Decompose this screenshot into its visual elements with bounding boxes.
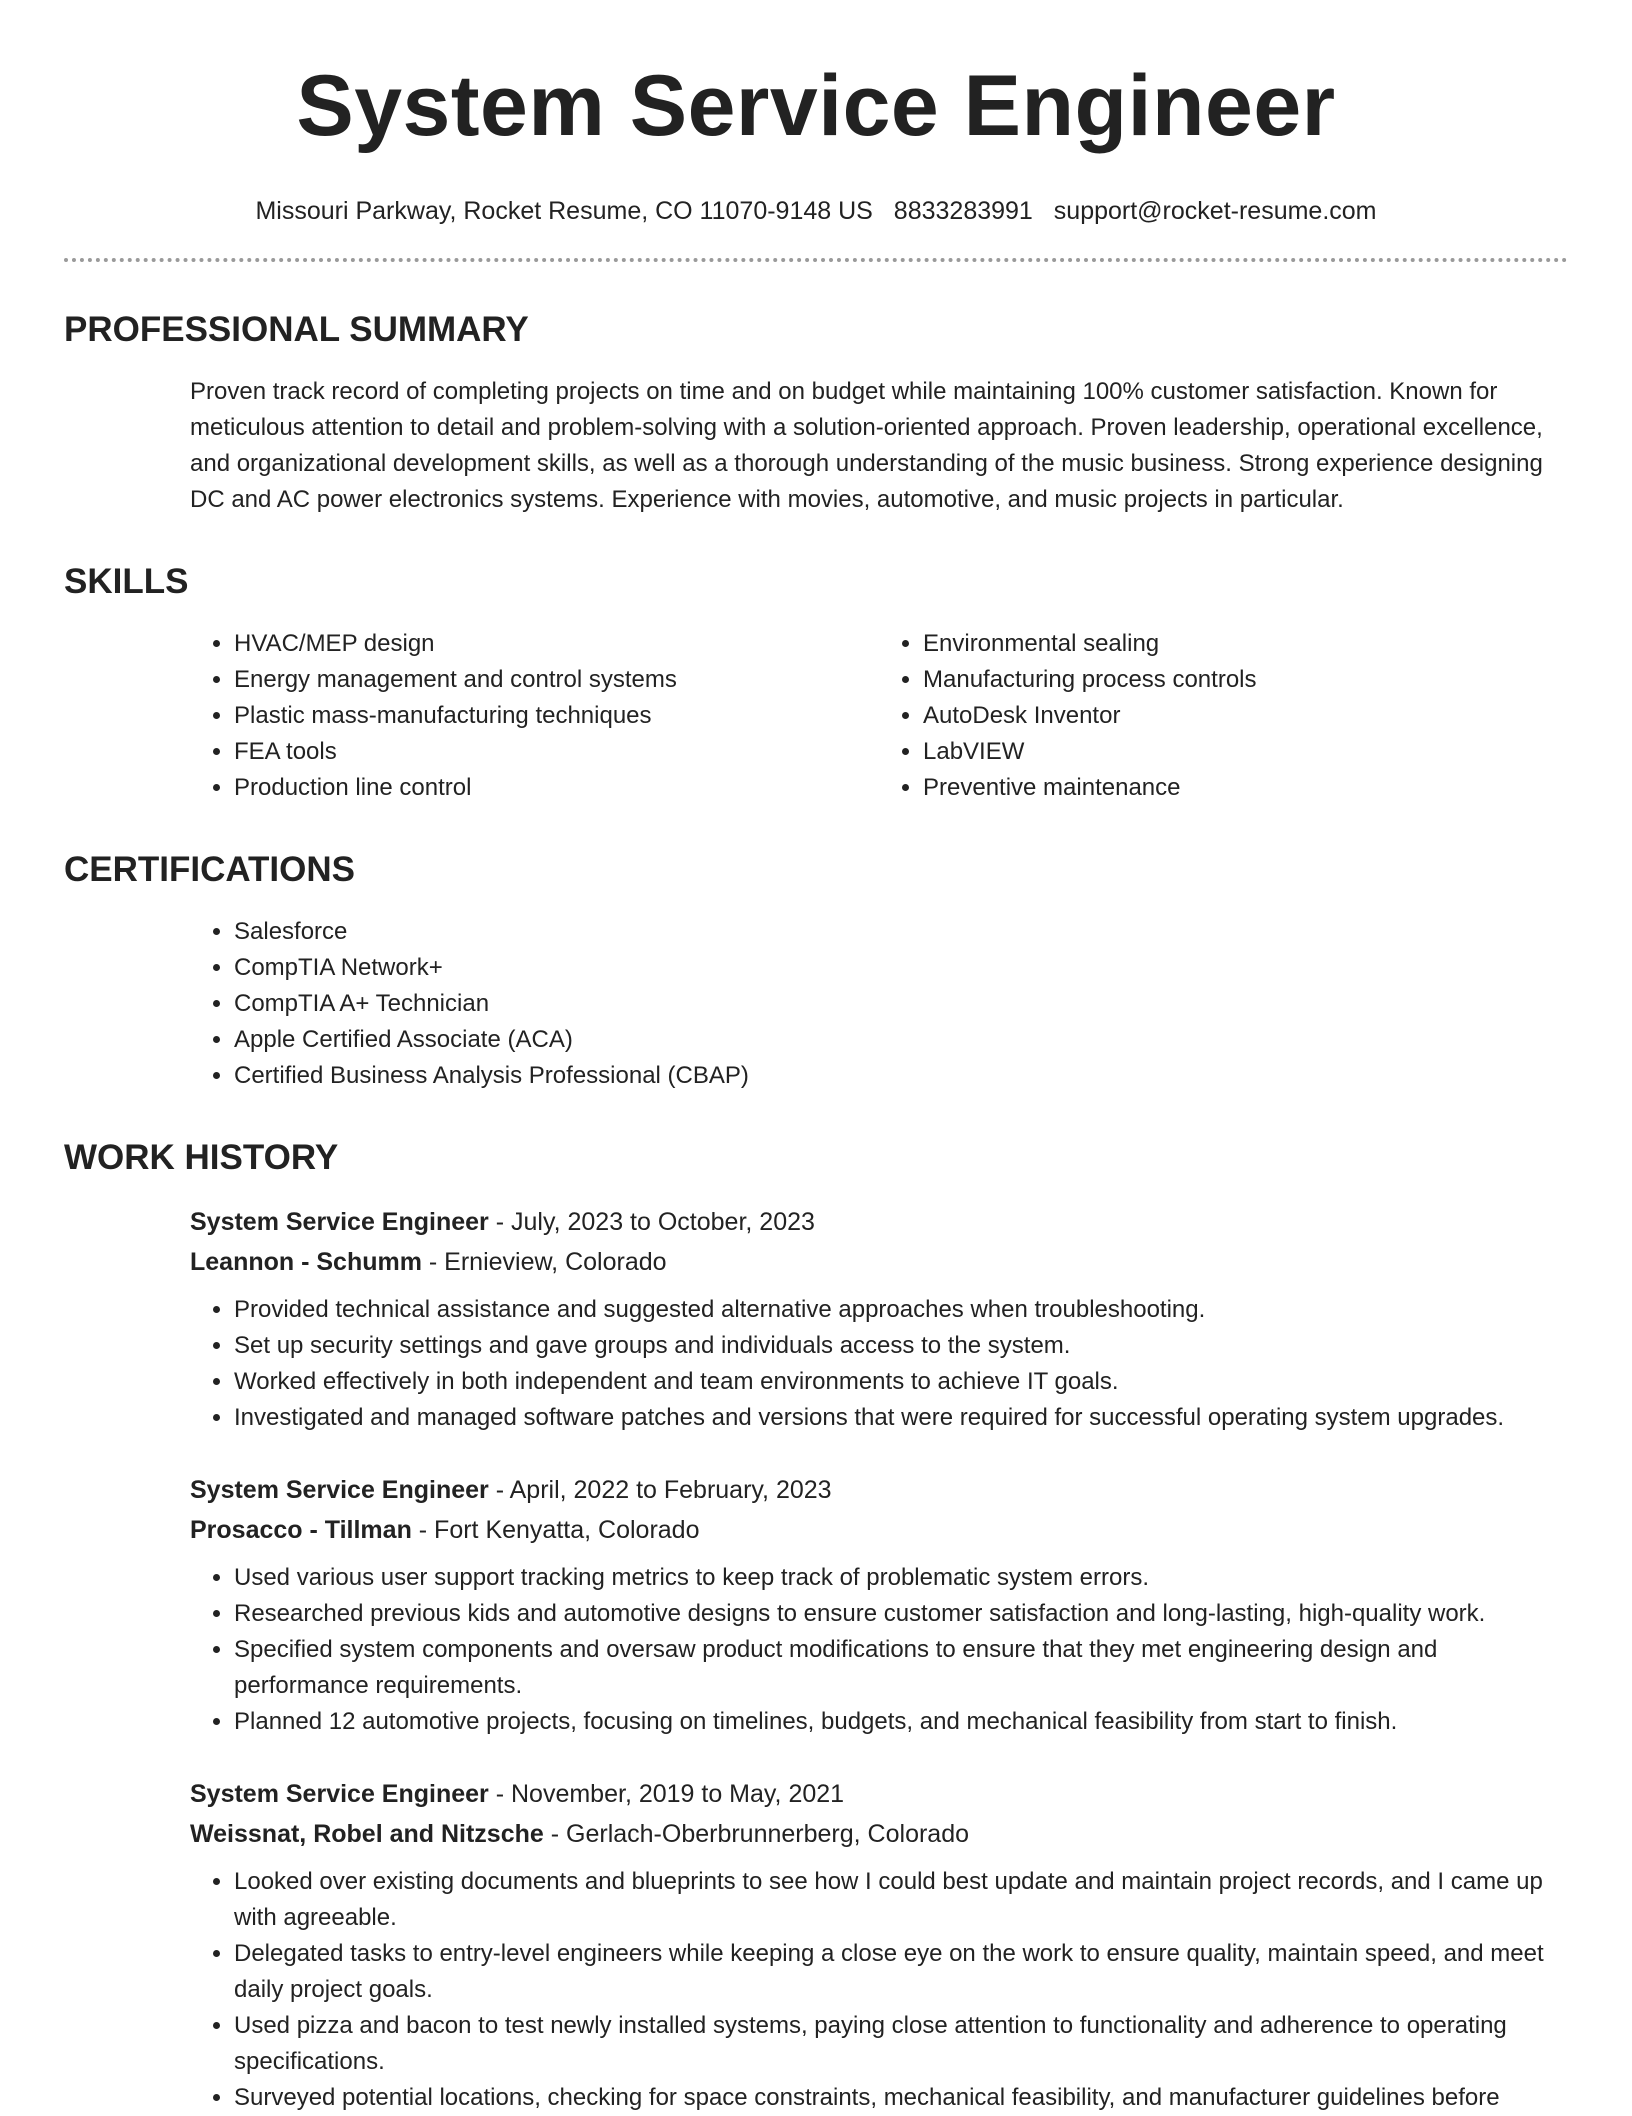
job-bullet: • Planned 12 automotive projects, focusing on timelines, budgets, and mechanical feasibility from start to finish. bbox=[234, 1704, 1568, 1740]
certification-item: • Certified Business Analysis Professional (CBAP) bbox=[234, 1058, 1568, 1094]
certification-item: • CompTIA A+ Technician bbox=[234, 986, 1568, 1022]
job-title-line bbox=[190, 1202, 1568, 1242]
job-dates: - July, 2023 to October, 2023 bbox=[488, 1208, 815, 1236]
job-bullet: • Looked over existing documents and blueprints to see how I could best update and maintain project records, and I came up with agreeable. bbox=[234, 1864, 1568, 1936]
job-bullet: • Set up security settings and gave groups and individuals access to the system. bbox=[234, 1328, 1568, 1364]
summary-text: Proven track record of completing projects on time and on budget while maintaining 100% customer satisfaction. Known for meticulous attention to detail and problem-solving with a solution-oriented approach. Proven leadership, operational excellence, and organizational development skills, as well as a thorough understanding of the music business. Strong experience designing DC and AC power electronics systems. Experience with movies, automotive, and music projects in particular. bbox=[190, 378, 1543, 513]
skills-list-left bbox=[190, 626, 879, 806]
certifications-heading: CERTIFICATIONS bbox=[64, 850, 356, 889]
skill-item: • AutoDesk Inventor bbox=[923, 698, 1568, 734]
job-company-line bbox=[190, 1242, 1568, 1282]
job-role: System Service Engineer bbox=[190, 1208, 489, 1236]
job-bullet: • Specified system components and oversaw product modifications to ensure that they met engineering design and performance requirements. bbox=[234, 1632, 1568, 1704]
job-dates: - April, 2022 to February, 2023 bbox=[488, 1476, 832, 1504]
job-company-line bbox=[190, 1510, 1568, 1550]
skill-item: • HVAC/MEP design bbox=[234, 626, 879, 662]
job-location: - Fort Kenyatta, Colorado bbox=[411, 1516, 700, 1544]
job-role: System Service Engineer bbox=[190, 1780, 489, 1808]
job-bullet: • Used various user support tracking metrics to keep track of problematic system errors. bbox=[234, 1560, 1568, 1596]
job-bullet: • Surveyed potential locations, checking for space constraints, mechanical feasibility, and manufacturer guidelines before bbox=[234, 2080, 1568, 2116]
resume-header bbox=[64, 0, 1568, 226]
job-dates: - November, 2019 to May, 2021 bbox=[488, 1780, 845, 1808]
skill-item: • Plastic mass-manufacturing techniques bbox=[234, 698, 879, 734]
job-bullet: • Investigated and managed software patches and versions that were required for successful operating system upgrades. bbox=[234, 1400, 1568, 1436]
summary-heading: PROFESSIONAL SUMMARY bbox=[64, 310, 529, 349]
job-company: Weissnat, Robel and Nitzsche bbox=[190, 1820, 544, 1848]
job-bullet: • Used pizza and bacon to test newly installed systems, paying close attention to functionality and adherence to operating specifications. bbox=[234, 2008, 1568, 2080]
work-history-body bbox=[190, 1202, 1568, 2116]
job-bullets bbox=[190, 1292, 1568, 1436]
job-title-line bbox=[190, 1470, 1568, 1510]
job-company-line bbox=[190, 1814, 1568, 1854]
certifications-list bbox=[190, 914, 1568, 1094]
skills-heading: SKILLS bbox=[64, 562, 189, 601]
skill-item: • Manufacturing process controls bbox=[923, 662, 1568, 698]
contact-address: Missouri Parkway, Rocket Resume, CO 11070-9148 US bbox=[255, 197, 873, 225]
job-bullet: • Researched previous kids and automotive designs to ensure customer satisfaction and long-lasting, high-quality work. bbox=[234, 1596, 1568, 1632]
certifications-body bbox=[190, 914, 1568, 1094]
job-title-line bbox=[190, 1774, 1568, 1814]
certifications-section bbox=[64, 850, 1568, 1094]
skill-item: • LabVIEW bbox=[923, 734, 1568, 770]
certification-item: • CompTIA Network+ bbox=[234, 950, 1568, 986]
candidate-name: System Service Engineer bbox=[296, 58, 1336, 154]
job-entry bbox=[190, 1774, 1568, 2116]
job-bullets bbox=[190, 1560, 1568, 1740]
job-entry bbox=[190, 1470, 1568, 1740]
skills-list-right bbox=[879, 626, 1568, 806]
summary-section bbox=[64, 310, 1568, 518]
certification-item: • Salesforce bbox=[234, 914, 1568, 950]
job-bullet: • Provided technical assistance and suggested alternative approaches when troubleshooting. bbox=[234, 1292, 1568, 1328]
skill-item: • Environmental sealing bbox=[923, 626, 1568, 662]
skills-grid bbox=[190, 626, 1568, 806]
skill-item: • Preventive maintenance bbox=[923, 770, 1568, 806]
job-location: - Ernieview, Colorado bbox=[421, 1248, 667, 1276]
skills-section bbox=[64, 562, 1568, 806]
header-divider bbox=[64, 258, 1568, 262]
work-history-heading: WORK HISTORY bbox=[64, 1138, 339, 1177]
contact-phone: 8833283991 bbox=[893, 197, 1033, 225]
skill-item: • Energy management and control systems bbox=[234, 662, 879, 698]
job-company: Leannon - Schumm bbox=[190, 1248, 422, 1276]
job-entry bbox=[190, 1202, 1568, 1436]
job-bullets bbox=[190, 1864, 1568, 2116]
job-bullet: • Worked effectively in both independent and team environments to achieve IT goals. bbox=[234, 1364, 1568, 1400]
job-company: Prosacco - Tillman bbox=[190, 1516, 412, 1544]
certification-item: • Apple Certified Associate (ACA) bbox=[234, 1022, 1568, 1058]
work-history-section bbox=[64, 1138, 1568, 2116]
skill-item: • Production line control bbox=[234, 770, 879, 806]
contact-email: support@rocket-resume.com bbox=[1053, 197, 1377, 225]
job-location: - Gerlach-Oberbrunnerberg, Colorado bbox=[543, 1820, 970, 1848]
job-role: System Service Engineer bbox=[190, 1476, 489, 1504]
summary-body bbox=[190, 374, 1568, 518]
contact-line bbox=[64, 196, 1568, 226]
skill-item: • FEA tools bbox=[234, 734, 879, 770]
job-bullet: • Delegated tasks to entry-level engineers while keeping a close eye on the work to ensure quality, maintain speed, and meet daily project goals. bbox=[234, 1936, 1568, 2008]
